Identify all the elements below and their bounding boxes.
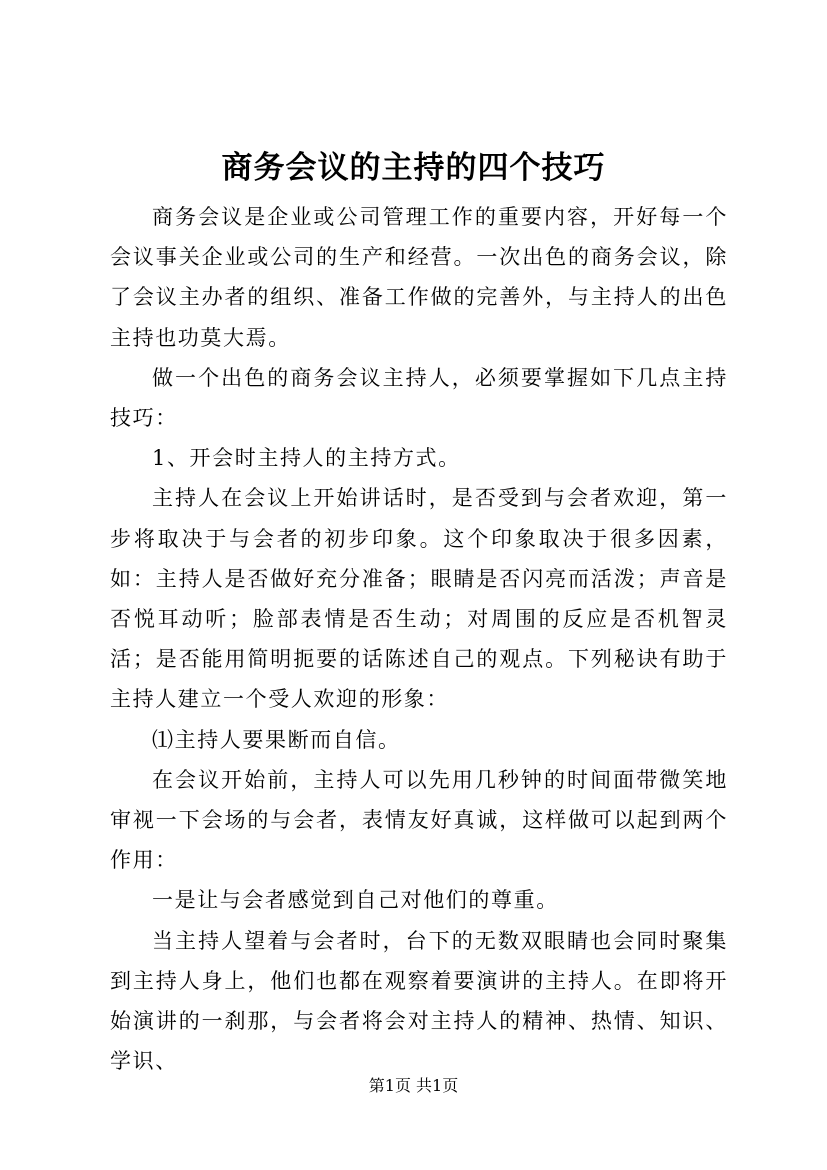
paragraph: 在会议开始前，主持人可以先用几秒钟的时间面带微笑地审视一下会场的与会者，表情友好真诚，这样做可以起到两个作用： [110, 767, 728, 873]
document-body [110, 197, 728, 1081]
paragraph: 主持人在会议上开始讲话时，是否受到与会者欢迎，第一步将取决于与会者的初步印象。这个印象取决于很多因素，如：主持人是否做好充分准备；眼睛是否闪亮而活泼；声音是否悦耳动听；脸部表情是否生动；对周围的反应是否机智灵活；是否能用简明扼要的话陈述自己的观点。下列秘诀有助于主持人建立一个受人欢迎的形象： [110, 486, 728, 712]
page-footer: 第1页 共1页 [368, 1076, 459, 1095]
document-title: 商务会议的主持的四个技巧 [221, 150, 606, 186]
paragraph: 1、开会时主持人的主持方式。 [152, 446, 461, 471]
paragraph: 做一个出色的商务会议主持人，必须要掌握如下几点主持技巧： [110, 365, 728, 431]
paragraph: 商务会议是企业或公司管理工作的重要内容，开好每一个会议事关企业或公司的生产和经营。一次出色的商务会议，除了会议主办者的组织、准备工作做的完善外，与主持人的出色主持也功莫大焉。 [110, 205, 728, 350]
paragraph: 当主持人望着与会者时，台下的无数双眼睛也会同时聚集到主持人身上，他们也都在观察着要演讲的主持人。在即将开始演讲的一刹那，与会者将会对主持人的精神、热情、知识、学识、 [110, 928, 728, 1074]
paragraph: 一是让与会者感觉到自己对他们的尊重。 [152, 888, 559, 913]
paragraph: ⑴主持人要果断而自信。 [152, 727, 401, 752]
